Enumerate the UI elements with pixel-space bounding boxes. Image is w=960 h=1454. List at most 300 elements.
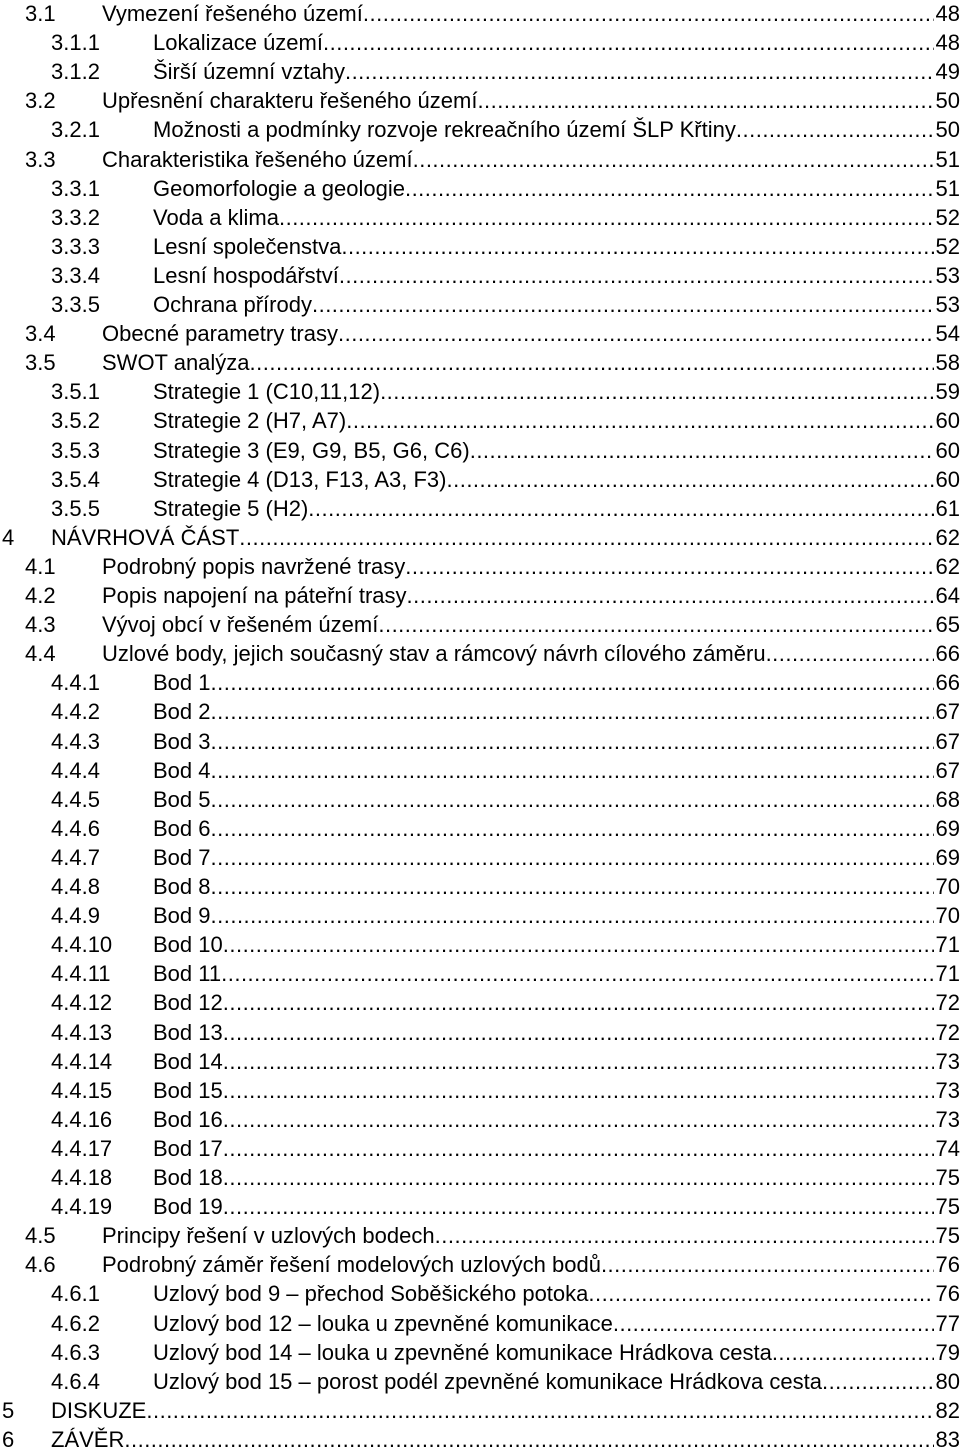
toc-number: 3.4 — [25, 321, 56, 347]
toc-number: 4.4.10 — [51, 932, 113, 958]
toc-leader-dots — [211, 668, 934, 697]
toc-title: DISKUZE — [51, 1397, 147, 1423]
toc-page-number: 59 — [935, 379, 960, 405]
toc-number: 3.1 — [25, 1, 56, 26]
toc-entry-line — [153, 174, 960, 203]
toc-entry-line — [153, 843, 960, 872]
toc-entry[interactable] — [0, 1134, 960, 1163]
toc-entry[interactable] — [0, 988, 960, 1017]
toc-title: Bod 12 — [153, 990, 223, 1016]
toc-entry-line — [153, 203, 960, 232]
toc-leader-dots — [223, 988, 934, 1017]
toc-leader-dots — [211, 727, 934, 756]
toc-page-number: 72 — [935, 990, 960, 1016]
toc-number: 3.3.4 — [51, 262, 100, 288]
toc-page-number: 73 — [935, 1077, 960, 1103]
toc-entry-line — [51, 1396, 960, 1425]
toc-page-number: 73 — [935, 1048, 960, 1074]
toc-title: SWOT analýza — [102, 350, 250, 376]
toc-title: Bod 2 — [153, 699, 211, 725]
toc-number: 4.4.13 — [51, 1019, 113, 1045]
toc-page-number: 51 — [935, 175, 960, 201]
toc-entry[interactable] — [0, 1105, 960, 1134]
toc-entry-line — [102, 0, 960, 28]
toc-leader-dots — [223, 1105, 934, 1134]
toc-entry-line — [153, 959, 960, 988]
toc-entry-line — [153, 930, 960, 959]
toc-leader-dots — [211, 785, 934, 814]
toc-leader-dots — [223, 1192, 934, 1221]
toc-leader-dots — [345, 57, 934, 86]
toc-number: 3.5.4 — [51, 466, 100, 492]
toc-page-number: 60 — [935, 408, 960, 434]
toc-page-number: 64 — [935, 583, 960, 608]
toc-entry[interactable] — [0, 610, 960, 639]
toc-entry[interactable] — [0, 494, 960, 523]
toc-entry[interactable] — [0, 1192, 960, 1221]
toc-leader-dots — [211, 901, 934, 930]
toc-title: Obecné parametry trasy — [102, 321, 338, 347]
toc-entry-line — [102, 552, 960, 581]
toc-number: 3.3 — [25, 146, 56, 172]
toc-page-number: 62 — [935, 553, 960, 579]
toc-entry[interactable] — [0, 552, 960, 581]
toc-title: Bod 19 — [153, 1194, 223, 1220]
toc-entry[interactable] — [0, 465, 960, 494]
toc-leader-dots — [435, 1221, 934, 1250]
toc-page-number: 50 — [935, 88, 960, 114]
toc-number: 3.5.1 — [51, 379, 100, 405]
toc-page-number: 66 — [935, 641, 960, 667]
toc-entry[interactable] — [0, 581, 960, 610]
toc-leader-dots — [380, 377, 933, 406]
toc-title: Ochrana přírody — [153, 292, 312, 317]
toc-number: 4 — [2, 524, 15, 550]
toc-leader-dots — [221, 959, 933, 988]
toc-entry[interactable] — [0, 261, 960, 290]
toc-entry-line — [153, 494, 960, 523]
toc-title: Uzlové body, jejich současný stav a rámcový návrh cílového záměru — [102, 641, 766, 667]
toc-title: Lesní hospodářství — [153, 262, 339, 288]
toc-number: 6 — [2, 1426, 15, 1452]
toc-entry-line — [102, 610, 960, 639]
toc-number: 4.4.6 — [51, 815, 100, 841]
toc-entry[interactable] — [0, 1047, 960, 1076]
toc-page-number: 74 — [935, 1135, 960, 1161]
toc-entry[interactable] — [0, 1279, 960, 1308]
toc-title: Podrobný záměr řešení modelových uzlových bodů — [102, 1252, 601, 1278]
toc-entry[interactable] — [0, 785, 960, 814]
toc-leader-dots — [588, 1279, 933, 1308]
toc-entry-line — [153, 232, 960, 261]
toc-page-number: 53 — [935, 262, 960, 288]
toc-entry-line — [153, 668, 960, 697]
toc-number: 3.3.5 — [51, 292, 100, 317]
toc-page-number: 65 — [935, 612, 960, 638]
toc-entry[interactable] — [0, 668, 960, 697]
toc-title: Strategie 4 (D13, F13, A3, F3) — [153, 466, 447, 492]
toc-title: Vymezení řešeného území — [102, 1, 363, 26]
toc-page-number: 79 — [935, 1339, 960, 1365]
toc-entry-line — [153, 814, 960, 843]
toc-entry[interactable] — [0, 1163, 960, 1192]
toc-entry-line — [153, 727, 960, 756]
toc-number: 3.3.3 — [51, 233, 100, 259]
toc-title: Bod 8 — [153, 874, 211, 899]
toc-entry-line — [153, 1279, 960, 1308]
toc-entry-line — [102, 1221, 960, 1250]
toc-leader-dots — [308, 494, 933, 523]
toc-leader-dots — [378, 610, 933, 639]
toc-leader-dots — [338, 319, 934, 348]
toc-number: 4.6.3 — [51, 1339, 100, 1365]
toc-entry-line — [153, 1338, 960, 1367]
toc-entry-line — [153, 1076, 960, 1105]
toc-title: Lokalizace území — [153, 30, 323, 56]
toc-entry[interactable] — [0, 1018, 960, 1047]
toc-leader-dots — [405, 174, 934, 203]
toc-title: Bod 4 — [153, 757, 211, 783]
toc-page-number: 75 — [935, 1165, 960, 1190]
toc-number: 4.4.5 — [51, 786, 100, 812]
toc-title: Vývoj obcí v řešeném území — [102, 612, 379, 638]
toc-leader-dots — [223, 930, 934, 959]
toc-title: Uzlový bod 9 – přechod Soběšického potoka — [153, 1281, 589, 1307]
toc-title: Bod 15 — [153, 1077, 223, 1103]
toc-number: 4.4.9 — [51, 903, 100, 929]
toc-leader-dots — [341, 232, 933, 261]
toc-page-number: 73 — [935, 1106, 960, 1132]
toc-title: NÁVRHOVÁ ČÁST — [51, 524, 240, 550]
toc-entry[interactable] — [0, 232, 960, 261]
toc-entry-line — [102, 639, 960, 668]
toc-leader-dots — [407, 581, 934, 610]
toc-title: Bod 18 — [153, 1165, 223, 1190]
toc-title: Možnosti a podmínky rozvoje rekreačního území ŠLP Křtiny — [153, 117, 736, 143]
toc-number: 4.6.2 — [51, 1310, 100, 1336]
toc-number: 4.4.15 — [51, 1077, 113, 1103]
toc-title: Bod 17 — [153, 1135, 223, 1161]
toc-entry[interactable] — [0, 436, 960, 465]
toc-number: 3.5.5 — [51, 495, 100, 521]
toc-leader-dots — [446, 465, 933, 494]
toc-number: 4.1 — [25, 553, 56, 579]
toc-number: 3.1.1 — [51, 30, 100, 56]
toc-title: Popis napojení na páteřní trasy — [102, 583, 407, 608]
toc-title: Bod 7 — [153, 844, 211, 870]
toc-page-number: 62 — [935, 524, 960, 550]
toc-entry[interactable] — [0, 1309, 960, 1338]
toc-title: Bod 3 — [153, 728, 211, 754]
toc-title: ZÁVĚR — [51, 1426, 125, 1452]
toc-entry[interactable] — [0, 1076, 960, 1105]
toc-leader-dots — [211, 756, 934, 785]
toc-title: Bod 5 — [153, 786, 211, 812]
toc-entry-line — [153, 406, 960, 435]
toc-title: Bod 10 — [153, 932, 223, 958]
toc-number: 4.4.12 — [51, 990, 113, 1016]
toc-entry-line — [153, 756, 960, 785]
toc-title: Uzlový bod 15 – porost podél zpevněné komunikace Hrádkova cesta — [153, 1368, 822, 1394]
toc-number: 4.4.2 — [51, 699, 100, 725]
toc-page-number: 69 — [935, 844, 960, 870]
toc-entry-line — [153, 377, 960, 406]
toc-leader-dots — [766, 639, 934, 668]
toc-entry[interactable] — [0, 1425, 960, 1454]
toc-page-number: 68 — [935, 786, 960, 812]
toc-page-number: 70 — [935, 903, 960, 929]
toc-leader-dots — [470, 436, 934, 465]
toc-entry[interactable] — [0, 1396, 960, 1425]
toc-number: 5 — [2, 1397, 15, 1423]
toc-leader-dots — [772, 1338, 934, 1367]
toc-number: 3.5.2 — [51, 408, 100, 434]
toc-number: 4.4 — [25, 641, 56, 667]
toc-entry[interactable] — [0, 377, 960, 406]
toc-number: 4.6.1 — [51, 1281, 100, 1307]
toc-number: 4.4.17 — [51, 1135, 113, 1161]
toc-page-number: 77 — [935, 1310, 960, 1336]
toc-number: 4.4.4 — [51, 757, 100, 783]
toc-number: 3.2.1 — [51, 117, 100, 143]
toc-entry-line — [153, 28, 960, 57]
toc-entry[interactable] — [0, 0, 960, 28]
toc-title: Podrobný popis navržené trasy — [102, 553, 406, 579]
toc-entry-line — [153, 1134, 960, 1163]
toc-page-number: 52 — [935, 204, 960, 230]
toc-entry-line — [153, 785, 960, 814]
toc-entry[interactable] — [0, 697, 960, 726]
toc-number: 3.2 — [25, 88, 56, 114]
toc-entry[interactable] — [0, 145, 960, 174]
toc-entry[interactable] — [0, 290, 960, 319]
toc-leader-dots — [339, 261, 934, 290]
toc-title: Upřesnění charakteru řešeného území — [102, 88, 478, 114]
toc-number: 4.3 — [25, 612, 56, 638]
toc-page-number: 71 — [935, 961, 960, 987]
toc-title: Širší územní vztahy — [153, 59, 345, 85]
toc-title: Bod 13 — [153, 1019, 223, 1045]
toc-entry-line — [102, 86, 960, 115]
toc-entry-line — [153, 1192, 960, 1221]
toc-entry[interactable] — [0, 756, 960, 785]
toc-entry[interactable] — [0, 115, 960, 144]
toc-title: Geomorfologie a geologie — [153, 175, 405, 201]
toc-title: Strategie 2 (H7, A7) — [153, 408, 347, 434]
toc-page-number: 61 — [935, 495, 960, 521]
toc-number: 4.4.3 — [51, 728, 100, 754]
toc-entry-line — [153, 1163, 960, 1192]
toc-number: 3.3.2 — [51, 204, 100, 230]
toc-leader-dots — [146, 1396, 933, 1425]
toc-entry[interactable] — [0, 406, 960, 435]
toc-page-number: 60 — [935, 437, 960, 463]
toc-entry-line — [153, 261, 960, 290]
toc-title: Bod 9 — [153, 903, 211, 929]
toc-page-number: 72 — [935, 1019, 960, 1045]
toc-page-number: 66 — [935, 670, 960, 696]
toc-entry[interactable] — [0, 348, 960, 377]
toc-title: Bod 11 — [153, 961, 222, 987]
toc-leader-dots — [405, 552, 933, 581]
toc-leader-dots — [312, 290, 934, 319]
toc-entry-line — [153, 1367, 960, 1396]
toc-entry[interactable] — [0, 57, 960, 86]
toc-entry-line — [102, 319, 960, 348]
toc-entry[interactable] — [0, 843, 960, 872]
toc-entry[interactable] — [0, 523, 960, 552]
toc-entry-line — [102, 581, 960, 610]
toc-leader-dots — [477, 86, 933, 115]
toc-entry-line — [153, 290, 960, 319]
toc-leader-dots — [250, 348, 934, 377]
toc-leader-dots — [223, 1076, 934, 1105]
toc-entry[interactable] — [0, 1367, 960, 1396]
toc-number: 4.4.7 — [51, 844, 100, 870]
toc-entry-line — [153, 465, 960, 494]
toc-title: Voda a klima — [153, 204, 279, 230]
toc-page-number: 67 — [935, 757, 960, 783]
toc-title: Strategie 3 (E9, G9, B5, G6, C6) — [153, 437, 470, 463]
toc-leader-dots — [223, 1018, 934, 1047]
toc-leader-dots — [346, 406, 933, 435]
toc-number: 4.2 — [25, 583, 56, 608]
toc-number: 4.5 — [25, 1223, 56, 1249]
toc-page-number: 53 — [935, 292, 960, 317]
toc-entry-line — [153, 872, 960, 901]
toc-page-number: 58 — [935, 350, 960, 376]
toc-entry[interactable] — [0, 1338, 960, 1367]
toc-entry[interactable] — [0, 901, 960, 930]
toc-title: Strategie 1 (C10,11,12) — [153, 379, 381, 405]
toc-title: Lesní společenstva — [153, 233, 342, 259]
toc-title: Bod 6 — [153, 815, 211, 841]
toc-number: 4.4.1 — [51, 670, 100, 696]
toc-page-number: 51 — [935, 146, 960, 172]
toc-entry-line — [153, 57, 960, 86]
toc-number: 4.4.18 — [51, 1165, 113, 1190]
toc-entry-line — [153, 115, 960, 144]
toc-entry-line — [102, 348, 960, 377]
toc-leader-dots — [211, 697, 934, 726]
toc-leader-dots — [613, 1309, 934, 1338]
toc-entry[interactable] — [0, 1221, 960, 1250]
toc-entry-line — [51, 1425, 960, 1454]
toc-entry[interactable] — [0, 814, 960, 843]
toc-entry[interactable] — [0, 203, 960, 232]
toc-page-number: 52 — [935, 233, 960, 259]
toc-page-number: 82 — [935, 1397, 960, 1423]
toc-page-number: 50 — [935, 117, 960, 143]
toc-leader-dots — [323, 28, 934, 57]
toc-leader-dots — [239, 523, 933, 552]
toc-entry[interactable] — [0, 639, 960, 668]
toc-entry[interactable] — [0, 1250, 960, 1279]
toc-title: Bod 16 — [153, 1106, 223, 1132]
toc-leader-dots — [601, 1250, 934, 1279]
toc-leader-dots — [124, 1425, 933, 1454]
toc-entry-line — [153, 988, 960, 1017]
toc-entry-line — [153, 697, 960, 726]
toc-entry-line — [153, 1105, 960, 1134]
toc-title: Uzlový bod 12 – louka u zpevněné komunikace — [153, 1310, 613, 1336]
toc-title: Principy řešení v uzlových bodech — [102, 1223, 435, 1249]
toc-page-number: 70 — [935, 874, 960, 899]
toc-title: Bod 14 — [153, 1048, 223, 1074]
toc-page-number: 75 — [935, 1223, 960, 1249]
toc-entry-line — [102, 1250, 960, 1279]
toc-entry-line — [153, 1047, 960, 1076]
toc-page-number: 48 — [935, 1, 960, 26]
toc-page-number: 60 — [935, 466, 960, 492]
toc-number: 4.4.14 — [51, 1048, 113, 1074]
toc-leader-dots — [363, 0, 934, 28]
toc-page-number: 76 — [935, 1281, 960, 1307]
toc-number: 4.6 — [25, 1252, 56, 1278]
toc-leader-dots — [223, 1163, 934, 1192]
toc-page-number: 83 — [935, 1426, 960, 1452]
toc-leader-dots — [223, 1134, 934, 1163]
toc-page-number: 49 — [935, 59, 960, 85]
toc-number: 3.1.2 — [51, 59, 100, 85]
toc-entry[interactable] — [0, 959, 960, 988]
toc-leader-dots — [413, 145, 934, 174]
toc-title: Strategie 5 (H2) — [153, 495, 309, 521]
toc-entry[interactable] — [0, 872, 960, 901]
toc-entry[interactable] — [0, 727, 960, 756]
toc-leader-dots — [279, 203, 934, 232]
toc-number: 4.4.19 — [51, 1194, 113, 1220]
toc-entry-line — [102, 145, 960, 174]
toc-page-number: 80 — [935, 1368, 960, 1394]
toc-entry-line — [153, 901, 960, 930]
toc-leader-dots — [736, 115, 934, 144]
toc-number: 3.5.3 — [51, 437, 100, 463]
toc-title: Charakteristika řešeného území — [102, 146, 413, 172]
toc-page-number: 71 — [935, 932, 960, 958]
toc-leader-dots — [211, 843, 934, 872]
toc-entry[interactable] — [0, 86, 960, 115]
toc-number: 4.4.8 — [51, 874, 100, 899]
toc-page-number: 76 — [935, 1252, 960, 1278]
toc-entry[interactable] — [0, 930, 960, 959]
toc-entry-line — [153, 1309, 960, 1338]
toc-page-number: 67 — [935, 728, 960, 754]
toc-page-number: 69 — [935, 815, 960, 841]
toc-number: 3.3.1 — [51, 175, 100, 201]
toc-page-number: 54 — [935, 321, 960, 347]
toc-number: 4.4.16 — [51, 1106, 113, 1132]
toc-entry[interactable] — [0, 28, 960, 57]
toc-entry-line — [153, 436, 960, 465]
toc-entry-line — [153, 1018, 960, 1047]
toc-page-number: 75 — [935, 1194, 960, 1220]
toc-number: 4.4.11 — [51, 961, 111, 987]
toc-page-number: 48 — [935, 30, 960, 56]
toc-number: 4.6.4 — [51, 1368, 100, 1394]
toc-title: Bod 1 — [153, 670, 211, 696]
toc-title: Uzlový bod 14 – louka u zpevněné komunikace Hrádkova cesta — [153, 1339, 772, 1365]
toc-leader-dots — [223, 1047, 934, 1076]
toc-leader-dots — [822, 1367, 934, 1396]
toc-entry-line — [51, 523, 960, 552]
toc-leader-dots — [211, 814, 934, 843]
toc-number: 3.5 — [25, 350, 56, 376]
toc-entry[interactable] — [0, 174, 960, 203]
toc-entry[interactable] — [0, 319, 960, 348]
toc-leader-dots — [211, 872, 934, 901]
toc-page-number: 67 — [935, 699, 960, 725]
